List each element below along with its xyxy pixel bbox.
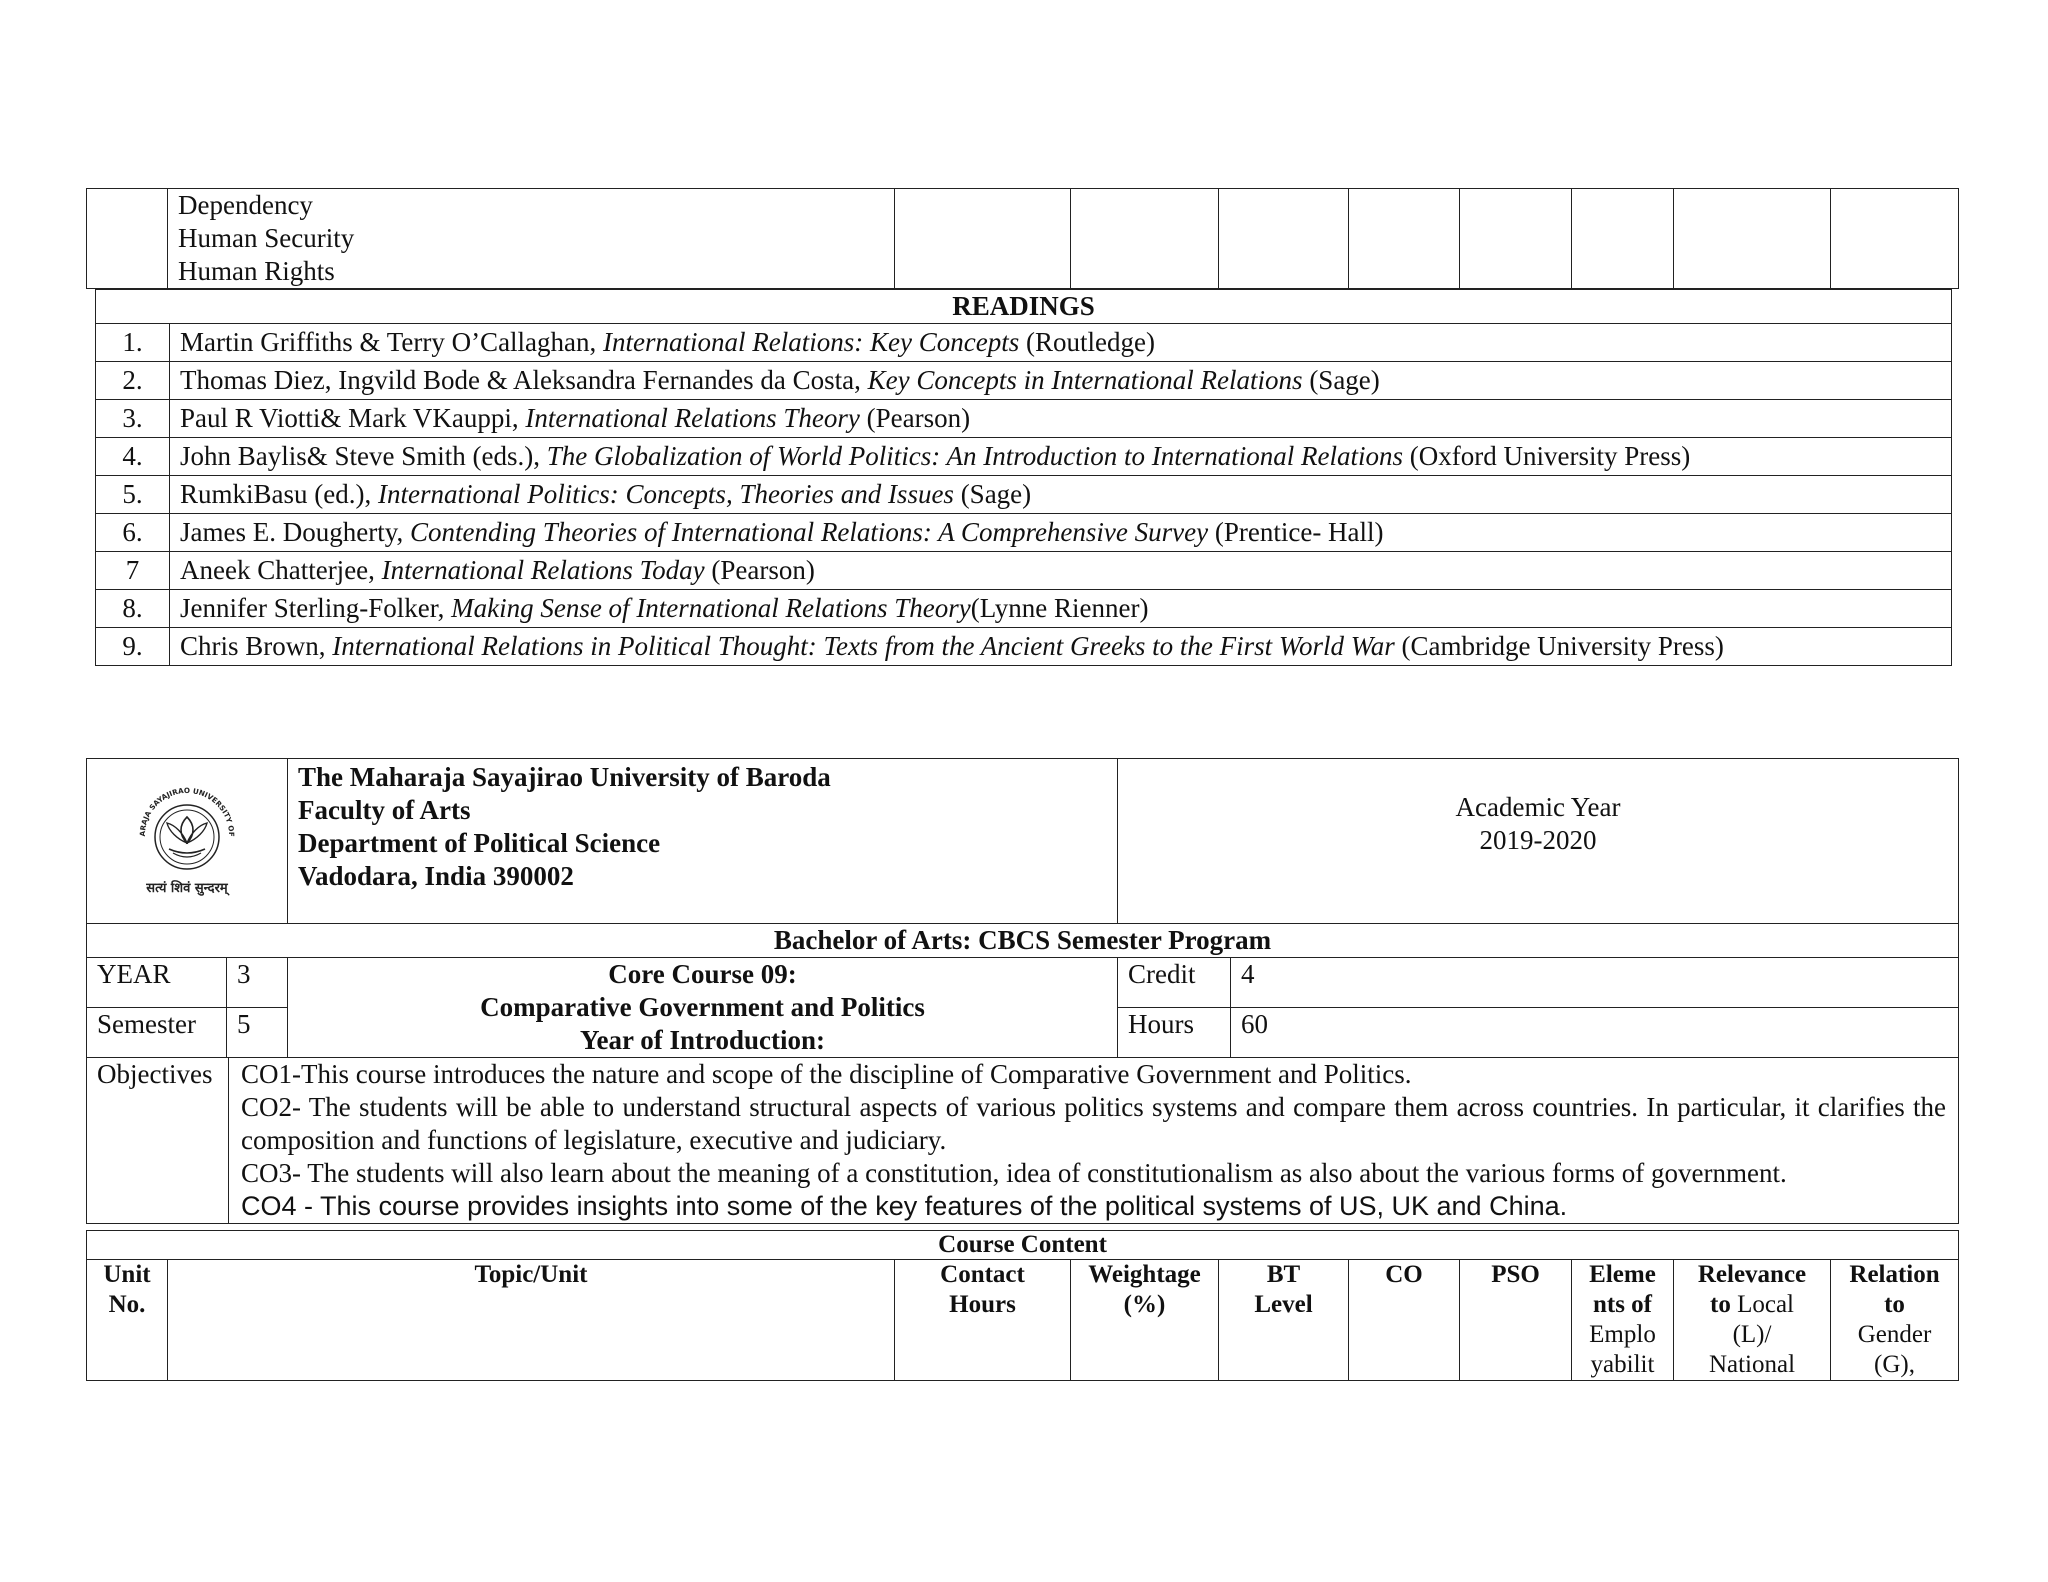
semester-label: Semester bbox=[87, 1008, 227, 1058]
reading-title: International Relations in Political Thought: Texts from the Ancient Greeks to the First World War bbox=[332, 631, 1395, 661]
col-topic: Topic/Unit bbox=[168, 1260, 895, 1381]
reading-number: 3. bbox=[96, 400, 170, 438]
reading-number: 7 bbox=[96, 552, 170, 590]
reading-number: 6. bbox=[96, 514, 170, 552]
topic-line: Human Security bbox=[178, 223, 355, 253]
department-name: Department of Political Science bbox=[298, 828, 661, 858]
objective-item: CO2- The students will be able to understand structural aspects of various politics systems and compare them across countries. In particular, it clarifies the composition and functions of legislature, executive and judiciary. bbox=[241, 1092, 1947, 1155]
reading-row bbox=[96, 400, 1952, 438]
university-seal-icon bbox=[123, 773, 251, 901]
col-text: yabilit bbox=[1590, 1351, 1655, 1378]
university-name: The Maharaja Sayajirao University of Baroda bbox=[298, 762, 831, 792]
year-of-introduction: Year of Introduction: bbox=[579, 1025, 825, 1055]
col-text: (G), bbox=[1874, 1351, 1916, 1378]
reading-number: 4. bbox=[96, 438, 170, 476]
reading-title: Key Concepts in International Relations bbox=[867, 365, 1303, 395]
reading-publisher: (Pearson) bbox=[859, 403, 971, 433]
academic-year-label: Academic Year bbox=[1455, 792, 1621, 822]
col-weightage bbox=[1071, 1260, 1219, 1381]
reading-text bbox=[170, 438, 1952, 476]
empty-cell bbox=[895, 189, 1071, 289]
reading-row bbox=[96, 590, 1952, 628]
city-address: Vadodara, India 390002 bbox=[298, 861, 574, 891]
reading-text bbox=[170, 552, 1952, 590]
objectives-row bbox=[87, 1058, 1959, 1224]
academic-year bbox=[1118, 759, 1959, 924]
empty-cell bbox=[1831, 189, 1959, 289]
empty-cell bbox=[1572, 189, 1674, 289]
reading-publisher: (Pearson) bbox=[704, 555, 815, 585]
reading-author: Jennifer Sterling-Folker, bbox=[180, 593, 452, 623]
reading-number: 9. bbox=[96, 628, 170, 666]
semester-value: 5 bbox=[227, 1008, 288, 1058]
reading-publisher: (Lynne Rienner) bbox=[970, 593, 1149, 623]
program-title: Bachelor of Arts: CBCS Semester Program bbox=[87, 924, 1959, 958]
reading-title: Contending Theories of International Relations: A Comprehensive Survey bbox=[409, 517, 1209, 547]
col-text: Weightage bbox=[1088, 1261, 1201, 1288]
reading-text bbox=[170, 514, 1952, 552]
unit-cell bbox=[87, 189, 168, 289]
col-employability bbox=[1572, 1260, 1674, 1381]
reading-author: Aneek Chatterjee, bbox=[180, 555, 382, 585]
course-content-table bbox=[86, 1230, 1959, 1381]
reading-author: Martin Griffiths & Terry O’Callaghan, bbox=[180, 327, 604, 357]
col-text-normal: Local bbox=[1730, 1291, 1794, 1318]
empty-cell bbox=[1071, 189, 1219, 289]
col-text: Level bbox=[1254, 1291, 1313, 1318]
reading-publisher: (Cambridge University Press) bbox=[1394, 631, 1724, 661]
reading-author: Thomas Diez, Ingvild Bode & Aleksandra Fernandes da Costa, bbox=[180, 365, 868, 395]
reading-author: Chris Brown, bbox=[180, 631, 333, 661]
reading-text bbox=[170, 400, 1952, 438]
reading-title: International Relations Today bbox=[381, 555, 705, 585]
reading-title: The Globalization of World Politics: An Introduction to International Relations bbox=[546, 441, 1403, 471]
col-text: Hours bbox=[949, 1291, 1016, 1318]
topic-line: Dependency bbox=[178, 190, 313, 220]
university-logo bbox=[87, 759, 288, 924]
objective-item: CO1-This course introduces the nature and scope of the discipline of Comparative Government and Politics. bbox=[241, 1059, 1412, 1089]
reading-title: International Relations Theory bbox=[525, 403, 860, 433]
reading-text bbox=[170, 628, 1952, 666]
year-value: 3 bbox=[227, 958, 288, 1008]
reading-publisher: (Prentice- Hall) bbox=[1208, 517, 1384, 547]
reading-title: International Relations: Key Concepts bbox=[603, 327, 1020, 357]
course-code: Core Course 09: bbox=[608, 959, 797, 989]
reading-row bbox=[96, 438, 1952, 476]
col-contact-hours bbox=[895, 1260, 1071, 1381]
col-text: No. bbox=[108, 1291, 146, 1318]
reading-number: 2. bbox=[96, 362, 170, 400]
university-address bbox=[288, 759, 1118, 924]
col-text: National bbox=[1708, 1351, 1796, 1378]
col-text: BT bbox=[1266, 1261, 1301, 1288]
col-relevance bbox=[1674, 1260, 1831, 1381]
col-co: CO bbox=[1349, 1260, 1460, 1381]
reading-author: Paul R Viotti& Mark VKauppi, bbox=[180, 403, 526, 433]
col-text: (L)/ bbox=[1732, 1321, 1772, 1348]
col-pso: PSO bbox=[1460, 1260, 1572, 1381]
reading-row bbox=[96, 324, 1952, 362]
reading-author: John Baylis& Steve Smith (eds.), bbox=[180, 441, 547, 471]
readings-heading: READINGS bbox=[96, 290, 1952, 324]
continuation-table bbox=[86, 188, 1959, 289]
reading-text bbox=[170, 324, 1952, 362]
col-unit-no bbox=[87, 1260, 168, 1381]
reading-author: James E. Dougherty, bbox=[180, 517, 410, 547]
topic-cell bbox=[168, 189, 895, 289]
empty-cell bbox=[1460, 189, 1572, 289]
reading-number: 5. bbox=[96, 476, 170, 514]
reading-row bbox=[96, 552, 1952, 590]
topic-line: Human Rights bbox=[178, 256, 335, 286]
course-name: Comparative Government and Politics bbox=[480, 992, 925, 1022]
empty-cell bbox=[1349, 189, 1460, 289]
academic-year-value: 2019-2020 bbox=[1479, 825, 1597, 855]
credit-label: Credit bbox=[1118, 958, 1231, 1008]
reading-publisher: (Sage) bbox=[953, 479, 1032, 509]
svg-text:THE MAHARAJA SAYAJIRAO UNIVERS bbox=[123, 773, 236, 837]
reading-row bbox=[96, 476, 1952, 514]
col-text: (%) bbox=[1123, 1291, 1166, 1318]
objectives-label: Objectives bbox=[87, 1058, 229, 1223]
year-label: YEAR bbox=[87, 958, 227, 1008]
objective-item: CO4 - This course provides insights into some of the key features of the political systems of US, UK and China. bbox=[241, 1191, 1568, 1221]
reading-title: International Politics: Concepts, Theories and Issues bbox=[377, 479, 954, 509]
readings-table bbox=[95, 289, 1952, 666]
col-bt-level bbox=[1219, 1260, 1349, 1381]
empty-cell bbox=[1219, 189, 1349, 289]
reading-publisher: (Sage) bbox=[1302, 365, 1380, 395]
seal-motto: सत्यं शिवं सुन्दरम् bbox=[146, 881, 228, 896]
reading-publisher: (Oxford University Press) bbox=[1403, 441, 1691, 471]
program-table bbox=[86, 758, 1959, 1224]
reading-number: 1. bbox=[96, 324, 170, 362]
reading-publisher: (Routledge) bbox=[1019, 327, 1155, 357]
empty-cell bbox=[1674, 189, 1831, 289]
faculty-name: Faculty of Arts bbox=[298, 795, 471, 825]
reading-author: RumkiBasu (ed.), bbox=[180, 479, 378, 509]
col-text: Eleme bbox=[1589, 1261, 1656, 1288]
hours-label: Hours bbox=[1118, 1008, 1231, 1058]
reading-text bbox=[170, 476, 1952, 514]
col-text: Contact bbox=[940, 1261, 1025, 1288]
col-text-bold: to bbox=[1710, 1291, 1731, 1318]
col-text bbox=[1678, 1290, 1826, 1320]
reading-row bbox=[96, 362, 1952, 400]
course-title bbox=[288, 958, 1118, 1058]
reading-row bbox=[96, 628, 1952, 666]
col-text: Gender bbox=[1857, 1321, 1932, 1348]
col-gender bbox=[1831, 1260, 1959, 1381]
col-text: Emplo bbox=[1589, 1321, 1656, 1348]
col-text: Relation bbox=[1849, 1261, 1940, 1288]
objective-item: CO3- The students will also learn about the meaning of a constitution, idea of constitutionalism as also about the various forms of government. bbox=[241, 1158, 1787, 1188]
col-text: nts of bbox=[1592, 1291, 1653, 1318]
col-text: Unit bbox=[103, 1261, 151, 1288]
course-content-title: Course Content bbox=[87, 1231, 1959, 1260]
reading-text bbox=[170, 590, 1952, 628]
seal-ring-text: ARAJA SAYAJIRAO UNIVERSITY OF bbox=[137, 785, 237, 837]
reading-title: Making Sense of International Relations Theory bbox=[451, 593, 971, 623]
reading-row bbox=[96, 514, 1952, 552]
credit-value: 4 bbox=[1231, 958, 1959, 1008]
col-text: Relevance bbox=[1697, 1261, 1807, 1288]
col-text: to bbox=[1884, 1291, 1905, 1318]
objectives-list bbox=[229, 1058, 1958, 1223]
reading-number: 8. bbox=[96, 590, 170, 628]
reading-text bbox=[170, 362, 1952, 400]
hours-value: 60 bbox=[1231, 1008, 1959, 1058]
